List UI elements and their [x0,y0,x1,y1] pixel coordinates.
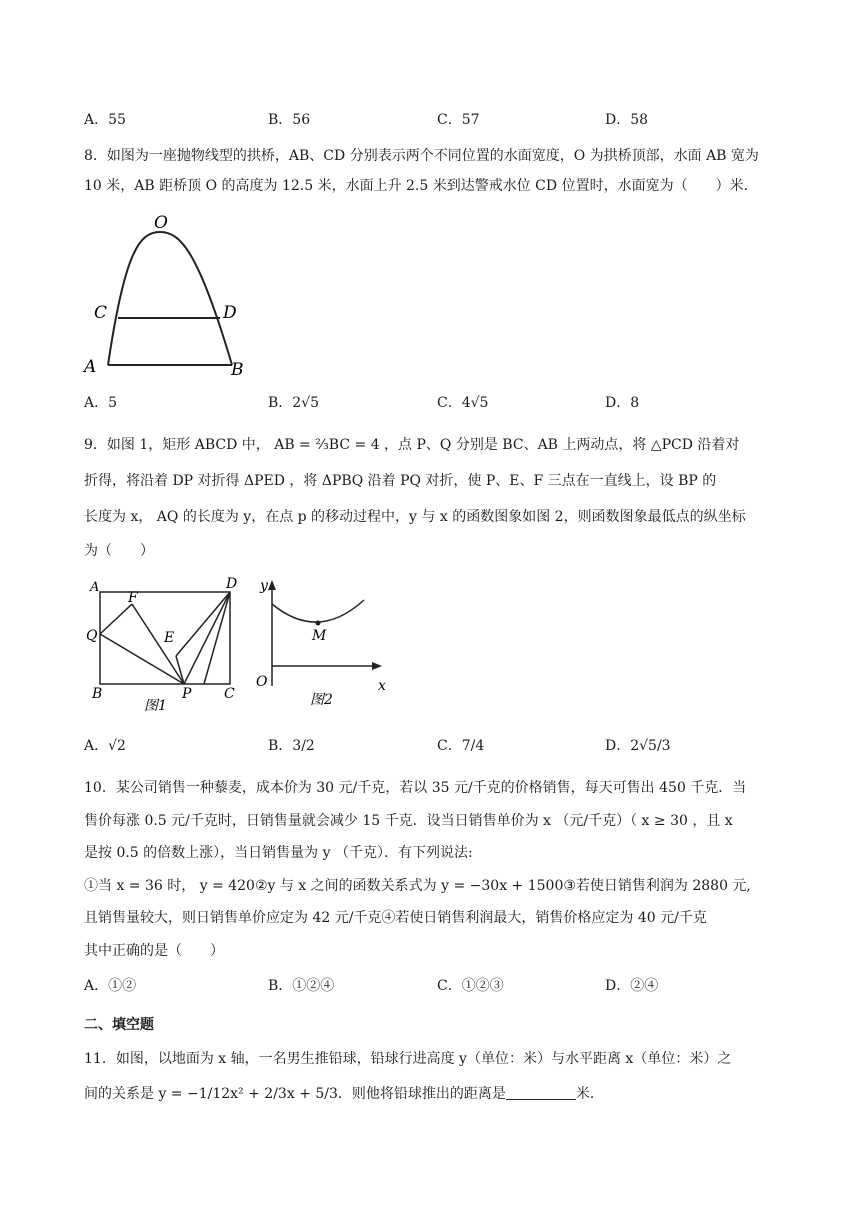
q8-text-line2: 10 米，AB 距桥顶 O 的高度为 12.5 米，水面上升 2.5 米到达警戒水位 CD 位置时，水面宽为（ ）米． [84,178,758,194]
q10-text-line3: 是按 0.5 的倍数上涨），当日销售量为 y （千克）．有下列说法: [84,845,473,861]
q7-option-b: B．56 [268,112,311,128]
q7-option-c: C．57 [437,112,480,128]
q8-option-a: A．5 [84,395,118,411]
q10-text-line5: 且销售量较大，则日销售单价应定为 42 元/千克④若使日销售利润最大，销售价格应定为 40 元/千克 [84,910,707,926]
q10-option-c: C．①②③ [437,978,504,994]
q10-option-a: A．①② [84,978,137,994]
minimum-point-m [316,621,321,626]
y-axis-arrow [268,580,276,590]
label-c: C [94,303,108,323]
fig2-caption: 图2 [310,692,333,708]
label-y: y [260,578,268,594]
label-b: B [92,686,103,702]
q9-text-line2: 折得，将沿着 DP 对折得 ΔPED ，将 ΔPBQ 沿着 PQ 对折，使 P、E、F 三点在一直线上，设 BP 的 [84,473,717,489]
q10-text-line4: ①当 x = 36 时， y = 420②y 与 x 之间的函数关系式为 y = −30x + 1500③若使日销售利润为 2880 元, [84,878,751,894]
section-heading-fill-in: 二、填空题 [84,1017,154,1033]
label-d: D [223,303,237,323]
function-curve [272,600,364,622]
label-c: C [224,686,235,702]
label-o: O [154,213,168,233]
q10-text-line6: 其中正确的是（ ） [84,943,224,959]
q10-text-line2: 售价每涨 0.5 元/千克时，日销售量就会减少 15 千克．设当日销售单价为 x （元/千克）（ x ≥ 30 ，且 x [84,813,733,829]
q9-option-d: D．2√5/3 [605,738,671,754]
q9-text-line3: 长度为 x， AQ 的长度为 y，在点 p 的移动过程中，y 与 x 的函数图象如图 2，则函数图象最低点的纵坐标 [84,509,746,525]
q8-text-line1: 8．如图为一座抛物线型的拱桥，AB、CD 分别表示两个不同位置的水面宽度，O 为拱桥顶部，水面 AB 宽为 [84,148,759,164]
q9-text-line4: 为（ ） [84,543,154,559]
fig1-caption: 图1 [144,698,167,714]
label-d: D [226,576,238,592]
q11-text-line2-prefix: 间的关系是 y = −1/12x² + 2/3x + 5/3．则他将铅球推出的距离是 [84,1086,506,1102]
label-e: E [164,630,175,646]
segment-dc-fold [204,592,230,684]
q8-option-d: D．8 [605,395,640,411]
q9-text-line1: 9．如图 1，矩形 ABCD 中， AB = ⅔BC = 4 ，点 P、Q 分别是 BC、AB 上两动点，将 △PCD 沿着对 [84,437,740,453]
label-b: B [231,360,244,380]
segment-fp [132,604,184,684]
q10-option-d: D．②④ [605,978,659,994]
q9-option-a: A．√2 [84,738,126,754]
label-p: P [182,686,192,702]
segment-qf [100,604,132,634]
label-m: M [312,628,327,644]
q9-figure-2 [252,574,402,714]
q9-option-c: C．7/4 [437,738,485,754]
q8-bridge-figure [80,210,260,380]
q11-text-line2 [84,1084,604,1104]
q9-option-b: B．3/2 [268,738,315,754]
q11-text-line2-suffix: 米． [575,1086,604,1102]
label-a: A [84,357,97,377]
q10-option-b: B．①②④ [268,978,335,994]
q9-figure-1 [84,574,244,714]
label-a: A [90,580,100,595]
bridge-arch-curve [108,232,232,365]
label-q: Q [86,628,98,644]
q11-text-line1: 11．如图，以地面为 x 轴，一名男生推铅球，铅球行进高度 y（单位：米）与水平距离 x（单位：米）之 [84,1051,732,1067]
q7-option-a: A．55 [84,112,126,128]
q8-option-c: C．4√5 [437,395,489,411]
x-axis-arrow [372,662,382,670]
label-x: x [378,678,386,694]
q7-option-d: D．58 [605,112,649,128]
q8-option-b: B．2√5 [268,395,320,411]
label-o: O [256,674,268,690]
answer-blank[interactable] [506,1085,576,1100]
q10-text-line1: 10．某公司销售一种藜麦，成本价为 30 元/千克，若以 35 元/千克的价格销售，每天可售出 450 千克．当 [84,780,747,796]
label-f: F [128,590,138,606]
